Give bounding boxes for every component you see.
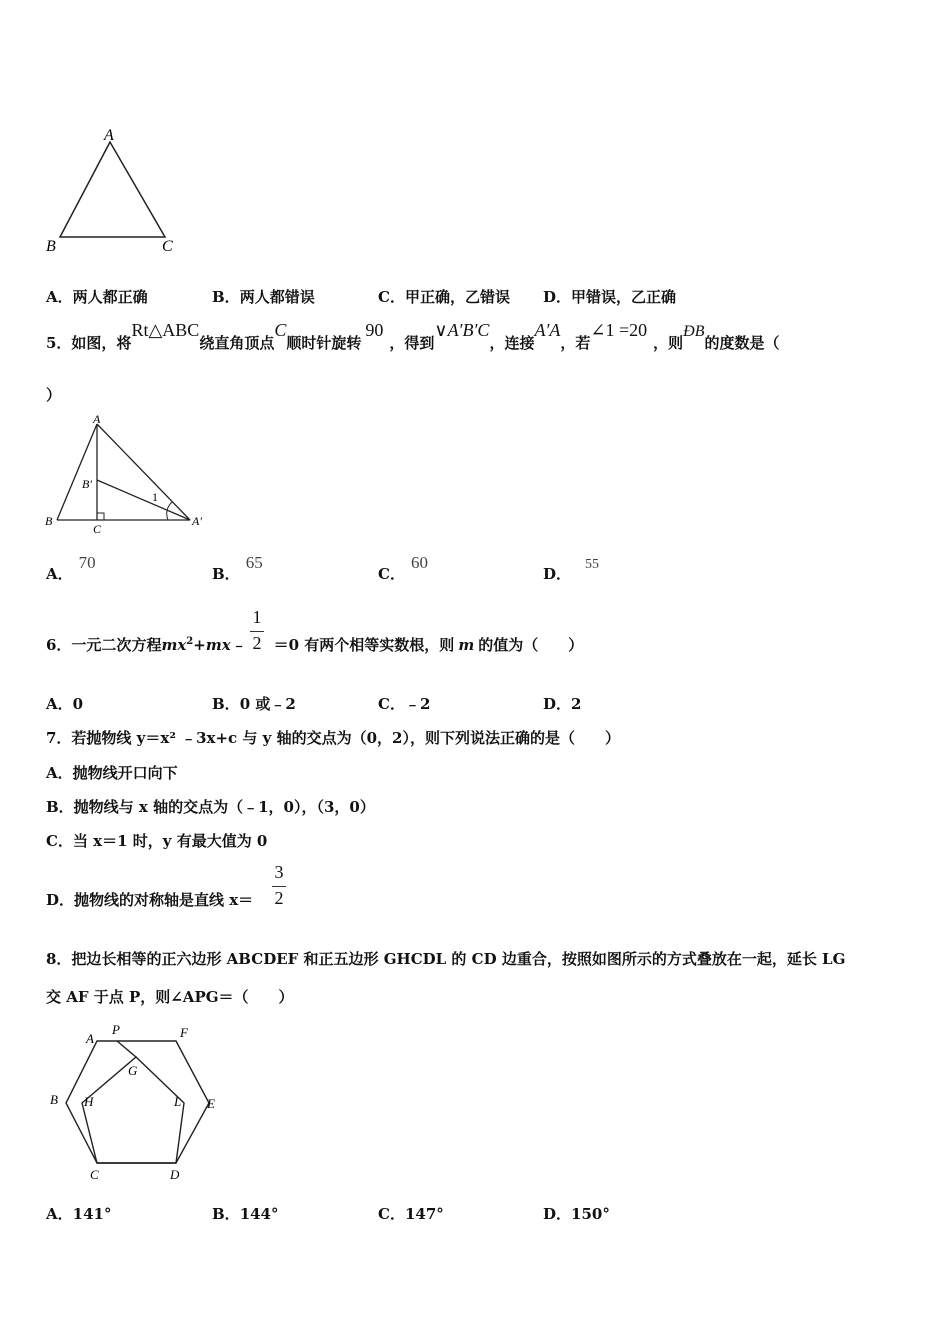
q7-fraction-numerator: 3 (274, 862, 284, 882)
option-text: ﹣2 (404, 695, 431, 713)
label-c: C (162, 238, 173, 255)
q6-text: 的值为（ ） (478, 636, 584, 654)
option-text: 两人都错误 (239, 288, 315, 306)
q6-stem (46, 634, 583, 655)
option-value: 65 (245, 553, 263, 572)
q5-math-rt-abc: Rt△ABC (131, 320, 200, 340)
q7-option-d[interactable]: D．抛物线的对称轴是直线 x＝ (46, 891, 254, 909)
option-text: 150° (571, 1205, 610, 1223)
option-text: 0 或﹣2 (239, 695, 296, 713)
q5-math-angle: ∠1 =20 (590, 320, 648, 340)
q8-option-a[interactable] (46, 1203, 111, 1224)
q5-text: 顺时针旋转 (286, 334, 362, 352)
q4-option-c[interactable] (378, 286, 510, 307)
option-letter: A． (46, 288, 73, 306)
q6-fraction-denominator: 2 (252, 633, 262, 653)
q7-fraction-bar (272, 886, 286, 887)
option-letter: D． (543, 1205, 572, 1223)
q7-fraction-denominator: 2 (274, 888, 284, 908)
label-a: A (104, 127, 114, 144)
option-text: 甲错误，乙正确 (571, 288, 677, 306)
q5-option-a[interactable] (46, 553, 96, 586)
option-letter: D． (543, 695, 572, 713)
q5-text: 绕直角顶点 (199, 334, 275, 352)
label-f: F (180, 1025, 188, 1040)
q5-text: ，得到 (389, 334, 435, 352)
option-text: 141° (72, 1205, 112, 1223)
triangle-abc (60, 142, 165, 237)
label-a: A (93, 412, 101, 426)
q8-option-b[interactable] (212, 1203, 279, 1224)
q5-math-triangle: ∨A′B′C (434, 320, 490, 340)
q5-rotation-figure (40, 410, 215, 540)
q6-option-c[interactable] (378, 693, 430, 714)
q6-term-plus-mx: +mx﹣ (193, 636, 246, 654)
q5-stem (46, 322, 780, 362)
label-e: E (207, 1096, 215, 1111)
q7-option-b[interactable]: B．抛物线与 x 轴的交点为（﹣1，0），（3，0） (46, 798, 375, 816)
q5-math-90: 90 (365, 320, 384, 340)
label-l: L (174, 1094, 182, 1109)
q6-fraction-bar (250, 631, 264, 632)
q5-text: ，若 (560, 334, 591, 352)
q5-math-c: C (274, 320, 287, 340)
q6-option-b[interactable] (212, 693, 296, 714)
q5-option-b[interactable] (212, 553, 263, 586)
option-letter: A． (46, 1205, 73, 1223)
q5-math-aa: A′A (534, 320, 561, 340)
option-text: 147° (404, 1205, 444, 1223)
q8-stem-line1: 8．把边长相等的正六边形 ABCDEF 和正五边形 GHCDL 的 CD 边重合，按照如图所示的方式叠放在一起，延长 LG (46, 950, 846, 968)
option-value: 70 (78, 553, 96, 572)
q4-option-d[interactable] (543, 286, 676, 307)
q8-option-c[interactable] (378, 1203, 444, 1224)
q8-hexagon-pentagon-figure (40, 1015, 230, 1190)
label-c: C (93, 522, 102, 536)
q4-option-a[interactable] (46, 286, 148, 307)
option-value: 55 (585, 557, 600, 572)
q6-term-mx: mx (161, 636, 187, 654)
q7-stem: 7．若抛物线 y＝x² ﹣3x+c 与 y 轴的交点为（0，2），则下列说法正确的是（ ） (46, 729, 620, 747)
option-letter: C． (378, 1205, 405, 1223)
q6-fraction-numerator: 1 (252, 607, 262, 627)
q5-text: ，连接 (489, 334, 535, 352)
option-letter: B． (212, 288, 240, 306)
option-text: 2 (571, 695, 582, 713)
label-angle-1: 1 (152, 490, 158, 504)
q5-option-d[interactable] (543, 556, 599, 586)
q5-text: 5．如图，将 (46, 334, 132, 352)
option-letter: C． (378, 288, 405, 306)
option-letter: B． (212, 565, 240, 583)
q7-option-a[interactable]: A．抛物线开口向下 (46, 764, 178, 782)
option-letter: B． (212, 1205, 240, 1223)
q5-stem-close: ） (46, 386, 62, 404)
q6-option-a[interactable] (46, 693, 83, 714)
q6-exponent: 2 (186, 636, 194, 647)
q6-option-d[interactable] (543, 693, 581, 714)
option-letter: D． (543, 288, 572, 306)
label-b: B (46, 238, 56, 255)
option-text: 144° (239, 1205, 279, 1223)
option-text: 两人都正确 (72, 288, 148, 306)
label-b: B (50, 1092, 58, 1107)
label-c: C (90, 1167, 99, 1182)
q4-option-b[interactable] (212, 286, 315, 307)
triangle-abc-figure (40, 120, 190, 260)
option-letter: C． (378, 695, 405, 713)
label-b-prime: B′ (82, 477, 92, 491)
option-letter: A． (46, 695, 73, 713)
option-letter: C． (378, 565, 405, 583)
q5-text: 的度数是（ (704, 334, 780, 352)
extension-lg (117, 1041, 136, 1057)
q6-var-m: m (458, 636, 475, 654)
q6-text: 6．一元二次方程 (46, 636, 162, 654)
q5-option-c[interactable] (378, 553, 428, 586)
option-text: 0 (72, 695, 84, 713)
option-letter: B． (212, 695, 240, 713)
q5-text: ，则 (653, 334, 684, 352)
option-letter: D． (543, 565, 572, 583)
label-p: P (112, 1022, 120, 1037)
label-g: G (128, 1063, 138, 1078)
q7-option-c[interactable]: C．当 x＝1 时，y 有最大值为 0 (46, 832, 268, 850)
option-text: 甲正确，乙错误 (404, 288, 510, 306)
q6-text: ＝0 有两个相等实数根，则 (273, 636, 455, 654)
label-a-prime: A′ (192, 514, 202, 528)
label-a: A (86, 1031, 94, 1046)
label-d: D (170, 1167, 180, 1182)
option-value: 60 (410, 553, 428, 572)
q8-stem-line2: 交 AF 于点 P，则∠APG＝（ ） (46, 988, 294, 1006)
q5-math-b: ÐB (683, 323, 705, 340)
label-b: B (45, 514, 53, 528)
label-h: H (84, 1094, 94, 1109)
q8-option-d[interactable] (543, 1203, 610, 1224)
option-letter: A． (46, 565, 73, 583)
